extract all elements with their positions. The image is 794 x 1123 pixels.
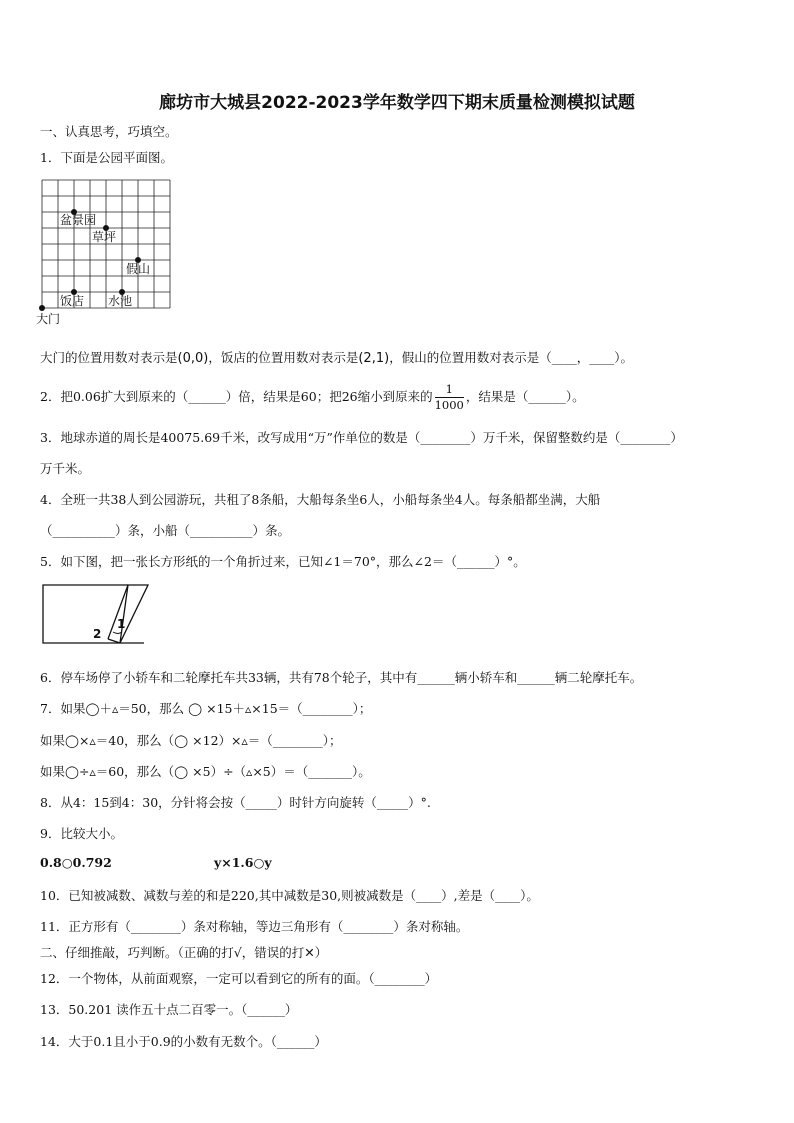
question-3-line-1: 3．地球赤道的周长是40075.69千米，改写成用“万”作单位的数是（________）万千米，保留整数约是（________） xyxy=(40,430,683,445)
garden-label: 盆景园 xyxy=(60,213,97,227)
restaurant-pair: (2,1) xyxy=(358,351,390,366)
section-one-heading: 一、认真思考，巧填空。 xyxy=(40,124,178,139)
circle-icon: ◯ xyxy=(65,733,80,748)
question-4-line-2: （__________）条，小船（__________）条。 xyxy=(40,523,291,538)
circle-icon: ◯ xyxy=(174,733,189,748)
q7-l3-c: ×5）÷（▵×5）＝（_______）。 xyxy=(192,764,371,779)
circle-icon: ◯ xyxy=(85,701,100,716)
map-grid xyxy=(42,180,170,308)
question-1-text xyxy=(40,348,633,366)
lawn-label: 草坪 xyxy=(92,230,117,244)
q7-l1-b: ＋▵＝50，那么 xyxy=(99,701,185,716)
rockery-label: 假山 xyxy=(126,262,151,276)
folded-paper-figure xyxy=(40,582,152,648)
angle-1-label: 1 xyxy=(117,617,126,631)
q7-l2-c: ×12）×▵＝（________）； xyxy=(192,733,342,748)
question-9-b: y×1.6○y xyxy=(214,855,272,870)
gate-point xyxy=(39,305,45,311)
question-10: 10．已知被减数、减数与差的和是220,其中减数是30,则被减数是（____）,差是（____）。 xyxy=(40,888,539,903)
fraction-numerator: 1 xyxy=(435,382,464,398)
q1-text-b: ，饭店的位置用数对表示是 xyxy=(208,350,359,365)
pool-label: 水池 xyxy=(108,294,133,308)
page-title: 廊坊市大城县2022-2023学年数学四下期末质量检测模拟试题 xyxy=(159,93,635,113)
question-8: 8．从4：15到4：30，分针将会按（_____）时针方向旋转（_____）°. xyxy=(40,795,431,810)
question-5: 5．如下图，把一张长方形纸的一个角折过来，已知∠1＝70°，那么∠2＝（______）°。 xyxy=(40,554,526,569)
q2-text-a: 2．把0.06扩大到原来的（______）倍，结果是60；把26缩小到原来的 xyxy=(40,389,433,404)
question-7-line-3 xyxy=(40,762,371,780)
question-6: 6．停车场停了小轿车和二轮摩托车共33辆，共有78个轮子，其中有______辆小轿车和______辆二轮摩托车。 xyxy=(40,670,643,685)
section-two-heading: 二、仔细推敲，巧判断。（正确的打√，错误的打✕） xyxy=(40,945,328,960)
question-13: 13．50.201 读作五十点二百零一。（______） xyxy=(40,1002,298,1017)
circle-icon: ◯ xyxy=(65,764,80,779)
restaurant-label: 饭店 xyxy=(60,294,85,308)
q7-l1-c: ×15＋▵×15＝（________）； xyxy=(206,701,372,716)
question-12: 12．一个物体，从前面观察，一定可以看到它的所有的面。（________） xyxy=(40,971,438,986)
q7-l2-a: 如果 xyxy=(40,733,66,748)
question-14: 14．大于0.1且小于0.9的小数有无数个。（______） xyxy=(40,1034,327,1049)
q1-text-c: ，假山的位置用数对表示是（____，____）。 xyxy=(389,350,633,365)
q7-l1-a: 7．如果 xyxy=(40,701,86,716)
question-7-line-1 xyxy=(40,699,371,717)
circle-icon: ◯ xyxy=(188,701,203,716)
fraction xyxy=(435,382,464,413)
question-2 xyxy=(40,382,585,413)
park-map xyxy=(36,176,176,326)
circle-icon: ◯ xyxy=(174,764,189,779)
question-7-line-2 xyxy=(40,731,342,749)
fraction-denominator: 1000 xyxy=(434,398,464,412)
question-1-intro: 1．下面是公园平面图。 xyxy=(40,150,173,165)
q7-l3-b: ÷▵＝60，那么（ xyxy=(79,764,175,779)
q2-text-b: ，结果是（______）。 xyxy=(465,389,585,404)
q7-l3-a: 如果 xyxy=(40,764,66,779)
gate-label: 大门 xyxy=(36,312,61,326)
question-9-a: 0.8○0.792 xyxy=(40,855,112,870)
question-4-line-1: 4．全班一共38人到公园游玩，共租了8条船，大船每条坐6人，小船每条坐4人。每条船都坐满，大船 xyxy=(40,492,601,507)
question-9-intro: 9．比较大小。 xyxy=(40,826,123,841)
question-3-line-2: 万千米。 xyxy=(40,461,91,476)
q7-l2-b: ×▵＝40，那么（ xyxy=(79,733,175,748)
angle-2-label: 2 xyxy=(93,627,102,641)
question-11: 11．正方形有（________）条对称轴，等边三角形有（________）条对称轴。 xyxy=(40,919,469,934)
gate-pair: (0,0) xyxy=(177,351,209,366)
q1-text-a: 大门的位置用数对表示是 xyxy=(40,350,178,365)
